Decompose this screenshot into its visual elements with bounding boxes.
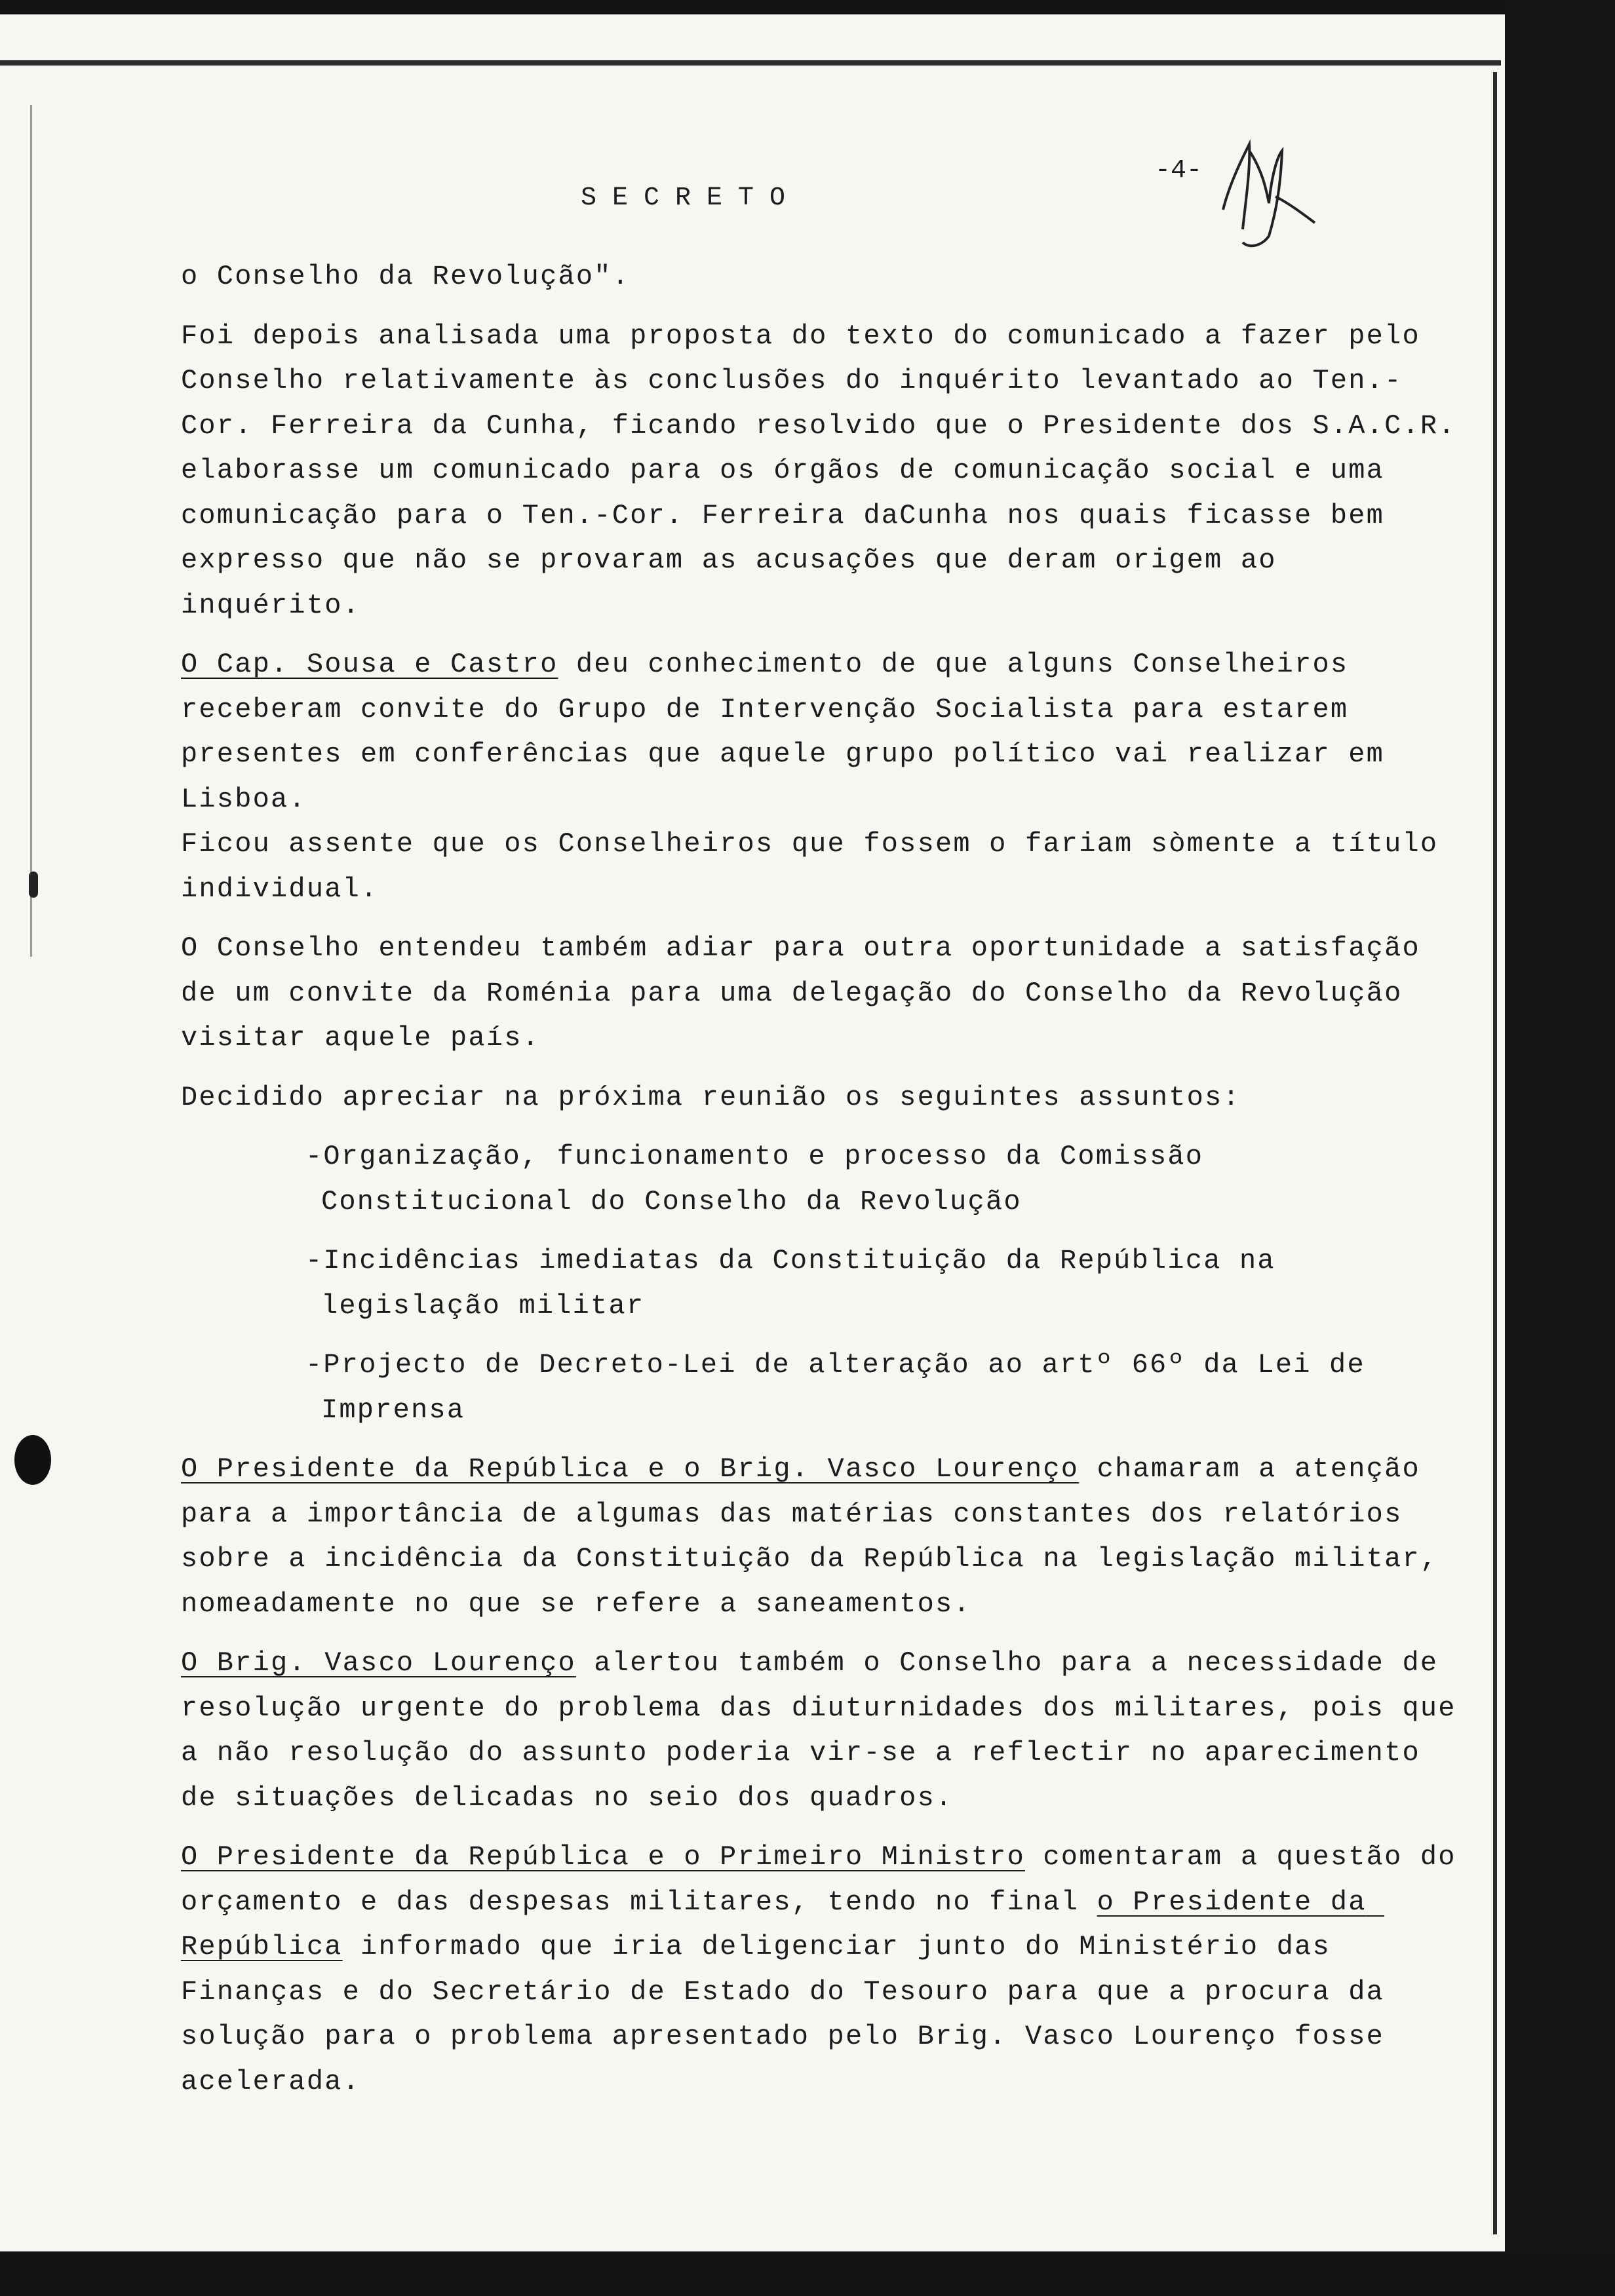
paragraph-orcamento: [181, 1835, 1475, 2104]
page-number: -4-: [1155, 156, 1203, 185]
paragraph-text: chamaram a atenção para a importância de algumas das matérias constantes dos relatórios sobre a incidência da Constituição da República na legislação militar, nomeadamente no que se refere a saneamentos.: [181, 1453, 1456, 1620]
paragraph-text: deu conhecimento de que alguns Conselheiros receberam convite do Grupo de Intervenção Socialista para estarem presentes em conferências que aquele grupo político vai realizar em Lisboa.: [181, 649, 1403, 815]
scan-line-left: [30, 105, 32, 957]
paragraph-text: comentaram a questão do orçamento e das despesas militares, tendo no final: [181, 1841, 1475, 1918]
paragraph-diuturnidades: [181, 1641, 1475, 1820]
speaker-presidente-brig: O Presidente da República e o Brig. Vasco Lourenço: [181, 1453, 1080, 1485]
paragraph-saneamentos: [181, 1447, 1466, 1626]
paragraph-comunicado: Foi depois analisada uma proposta do texto do comunicado a fazer pelo Conselho relativamente às conclusões do inquérito levantado ao Ten.-Cor. Ferreira da Cunha, ficando resolvido que o Presidente dos S.A.C.R. elaborasse um comunicado para os órgãos de comunicação social e uma comunicação para o Ten.-Cor. Ferreira daCunha nos quais ficasse bem expresso que não se provaram as acusações que deram origem ao inquérito.: [181, 320, 1475, 621]
scan-border-right: [1505, 0, 1615, 2296]
document-body: [181, 254, 1475, 2104]
scan-rule-top: [0, 60, 1501, 66]
paragraph-romenia: O Conselho entendeu também adiar para outra oportunidade a satisfação de um convite da Roménia para uma delegação do Conselho da Revolução visitar aquele país.: [181, 932, 1439, 1054]
paragraph-convite-gis: [181, 642, 1466, 822]
speaker-brig-vasco-lourenco: O Brig. Vasco Lourenço: [181, 1647, 576, 1679]
scan-line-right: [1493, 72, 1497, 2234]
agenda-list: [181, 1134, 1466, 1432]
paragraph-text: alertou também o Conselho para a necessidade de resolução urgente do problema das diuturnidades dos militares, pois que a não resolução do assunto poderia vir-se a reflectir no aparecimento de situações delicadas no seio dos quadros.: [181, 1647, 1475, 1814]
scan-border-top: [0, 0, 1615, 14]
speaker-presidente-republica: o Presidente da República: [181, 1886, 1385, 1962]
handwritten-initials-signature: [1203, 131, 1321, 256]
agenda-item: -Organização, funcionamento e processo da Comissão Constitucional do Conselho da Revolução: [305, 1141, 1222, 1217]
paragraph-titulo-individual: Ficou assente que os Conselheiros que fossem o fariam sòmente a título individual.: [181, 828, 1456, 905]
speaker-cap-sousa-castro: O Cap. Sousa e Castro: [181, 649, 558, 680]
classification-header: SECRETO: [581, 183, 802, 213]
speaker-presidente-primeiro-ministro: O Presidente da República e o Primeiro Ministro: [181, 1841, 1025, 1873]
paragraph-agenda-intro: Decidido apreciar na próxima reunião os seguintes assuntos:: [181, 1081, 1241, 1113]
paragraph-text: informado que iria deligenciar junto do Ministério das Finanças e do Secretário de Estado do Tesouro para que a procura da solução para o problema apresentado pelo Brig. Vasco Lourenço fosse acelerada.: [181, 1931, 1403, 2097]
agenda-item: -Incidências imediatas da Constituição da República na legislação militar: [305, 1245, 1294, 1322]
punch-hole: [14, 1435, 51, 1485]
paragraph-conselho-quote: o Conselho da Revolução".: [181, 261, 631, 292]
agenda-item: -Projecto de Decreto-Lei de alteração ao artº 66º da Lei de Imprensa: [305, 1349, 1384, 1426]
punch-mark-small: [29, 871, 38, 898]
scan-border-bottom: [0, 2251, 1615, 2296]
